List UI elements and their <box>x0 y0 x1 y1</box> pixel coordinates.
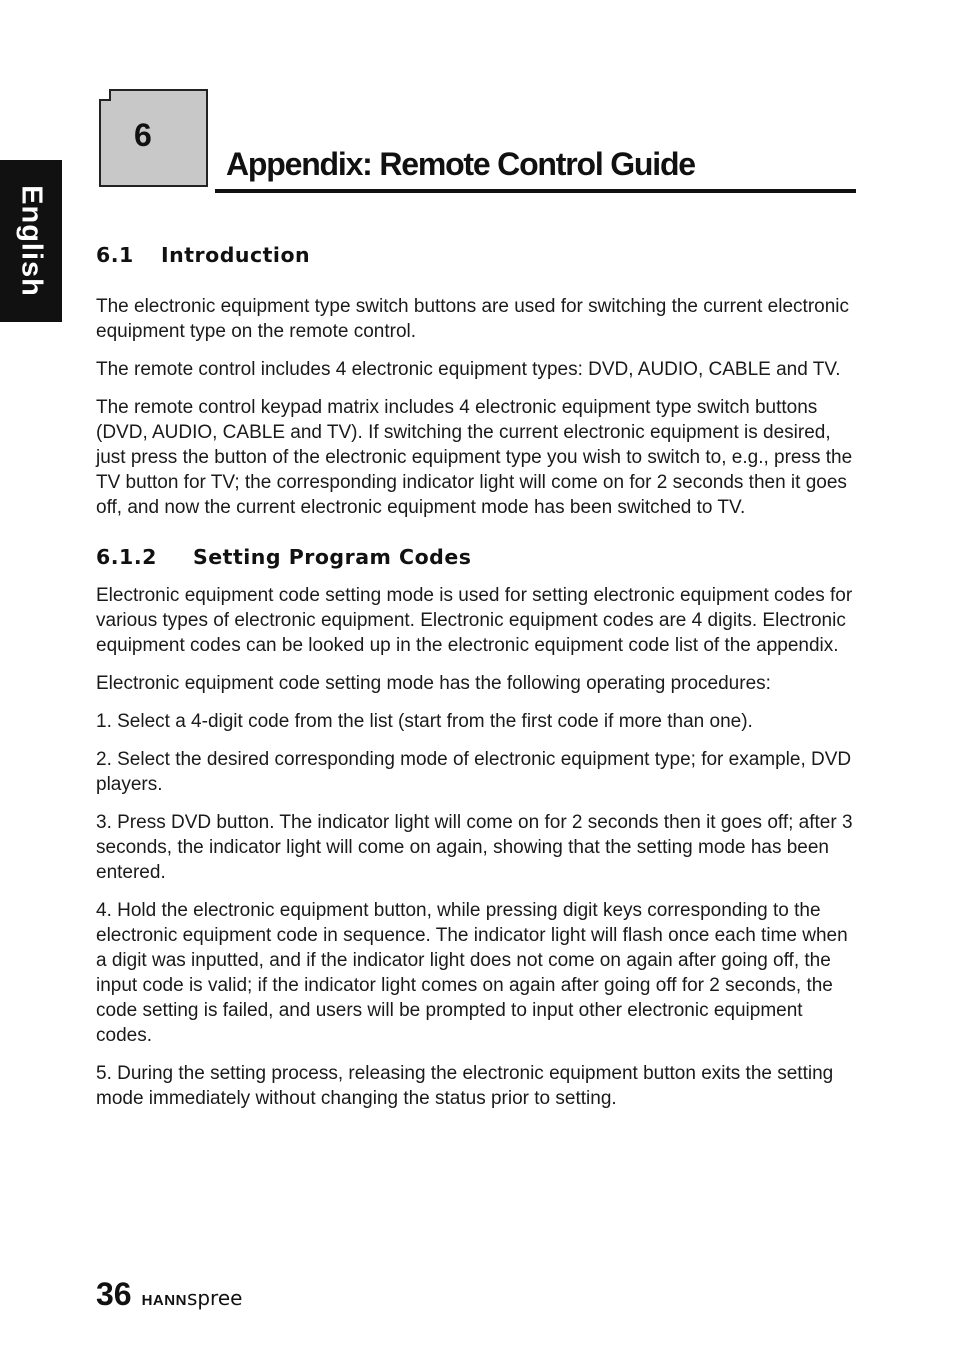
intro-paragraph: The electronic equipment type switch buttons are used for switching the current electronic equipment type on the remote control. <box>96 296 849 342</box>
section-number: 6.1.2 <box>96 545 157 569</box>
chapter-number: 6 <box>134 117 152 153</box>
section-title: Introduction <box>161 243 311 267</box>
codes-paragraph: Electronic equipment code setting mode is used for setting electronic equipment codes for various types of electronic equipment. Electronic equipment codes are 4 digits. Electronic equipment codes can be looked up in the electronic equipment code list of the appendix. <box>96 585 853 656</box>
codes-paragraph: Electronic equipment code setting mode has the following operating procedures: <box>96 673 771 694</box>
procedure-step: 2. Select the desired corresponding mode of electronic equipment type; for example, DVD players. <box>96 749 852 795</box>
procedure-step: 1. Select a 4-digit code from the list (start from the first code if more than one). <box>96 711 753 732</box>
intro-paragraph: The remote control keypad matrix includes 4 electronic equipment type switch buttons (DVD, AUDIO, CABLE and TV). If switching the current electronic equipment is desired, just press the button of the electronic equipment type you wish to switch to, e.g., press the TV button for TV; the corresponding indicator light will come on for 2 seconds then it goes off, and now the current electronic equipment mode has been switched to TV. <box>96 397 853 518</box>
language-tab-label: English <box>15 185 48 297</box>
chapter-title: Appendix: Remote Control Guide <box>226 146 695 182</box>
page-number: 36 <box>96 1276 132 1312</box>
brand-logo-light: spree <box>186 1286 243 1310</box>
chapter-number-box <box>99 89 208 187</box>
section-title: Setting Program Codes <box>193 545 472 569</box>
section-number: 6.1 <box>96 243 134 267</box>
procedure-step: 3. Press DVD button. The indicator light will come on for 2 seconds then it goes off; after 3 seconds, the indicator light will come on again, showing that the setting mode has been entered. <box>96 812 853 883</box>
brand-logo-bold: HANN <box>141 1292 187 1309</box>
chapter-box-notch <box>99 89 111 101</box>
procedure-step: 5. During the setting process, releasing the electronic equipment button exits the setting mode immediately without changing the status prior to setting. <box>96 1063 834 1109</box>
main-content <box>96 243 858 1124</box>
page-footer <box>96 1276 242 1313</box>
intro-paragraph: The remote control includes 4 electronic equipment types: DVD, AUDIO, CABLE and TV. <box>96 359 841 380</box>
section-heading-introduction <box>96 243 858 267</box>
procedure-step: 4. Hold the electronic equipment button, while pressing digit keys corresponding to the electronic equipment code in sequence. The indicator light will flash once each time when a digit was inputted, and if the indicator light does not come on again after going off, the input code is valid; if the indicator light comes on again after going off for 2 seconds, the code setting is failed, and users will be prompted to input other electronic equipment codes. <box>96 900 848 1046</box>
language-tab <box>0 160 62 322</box>
title-underline <box>215 189 856 193</box>
section-heading-setting-program-codes <box>96 545 858 569</box>
